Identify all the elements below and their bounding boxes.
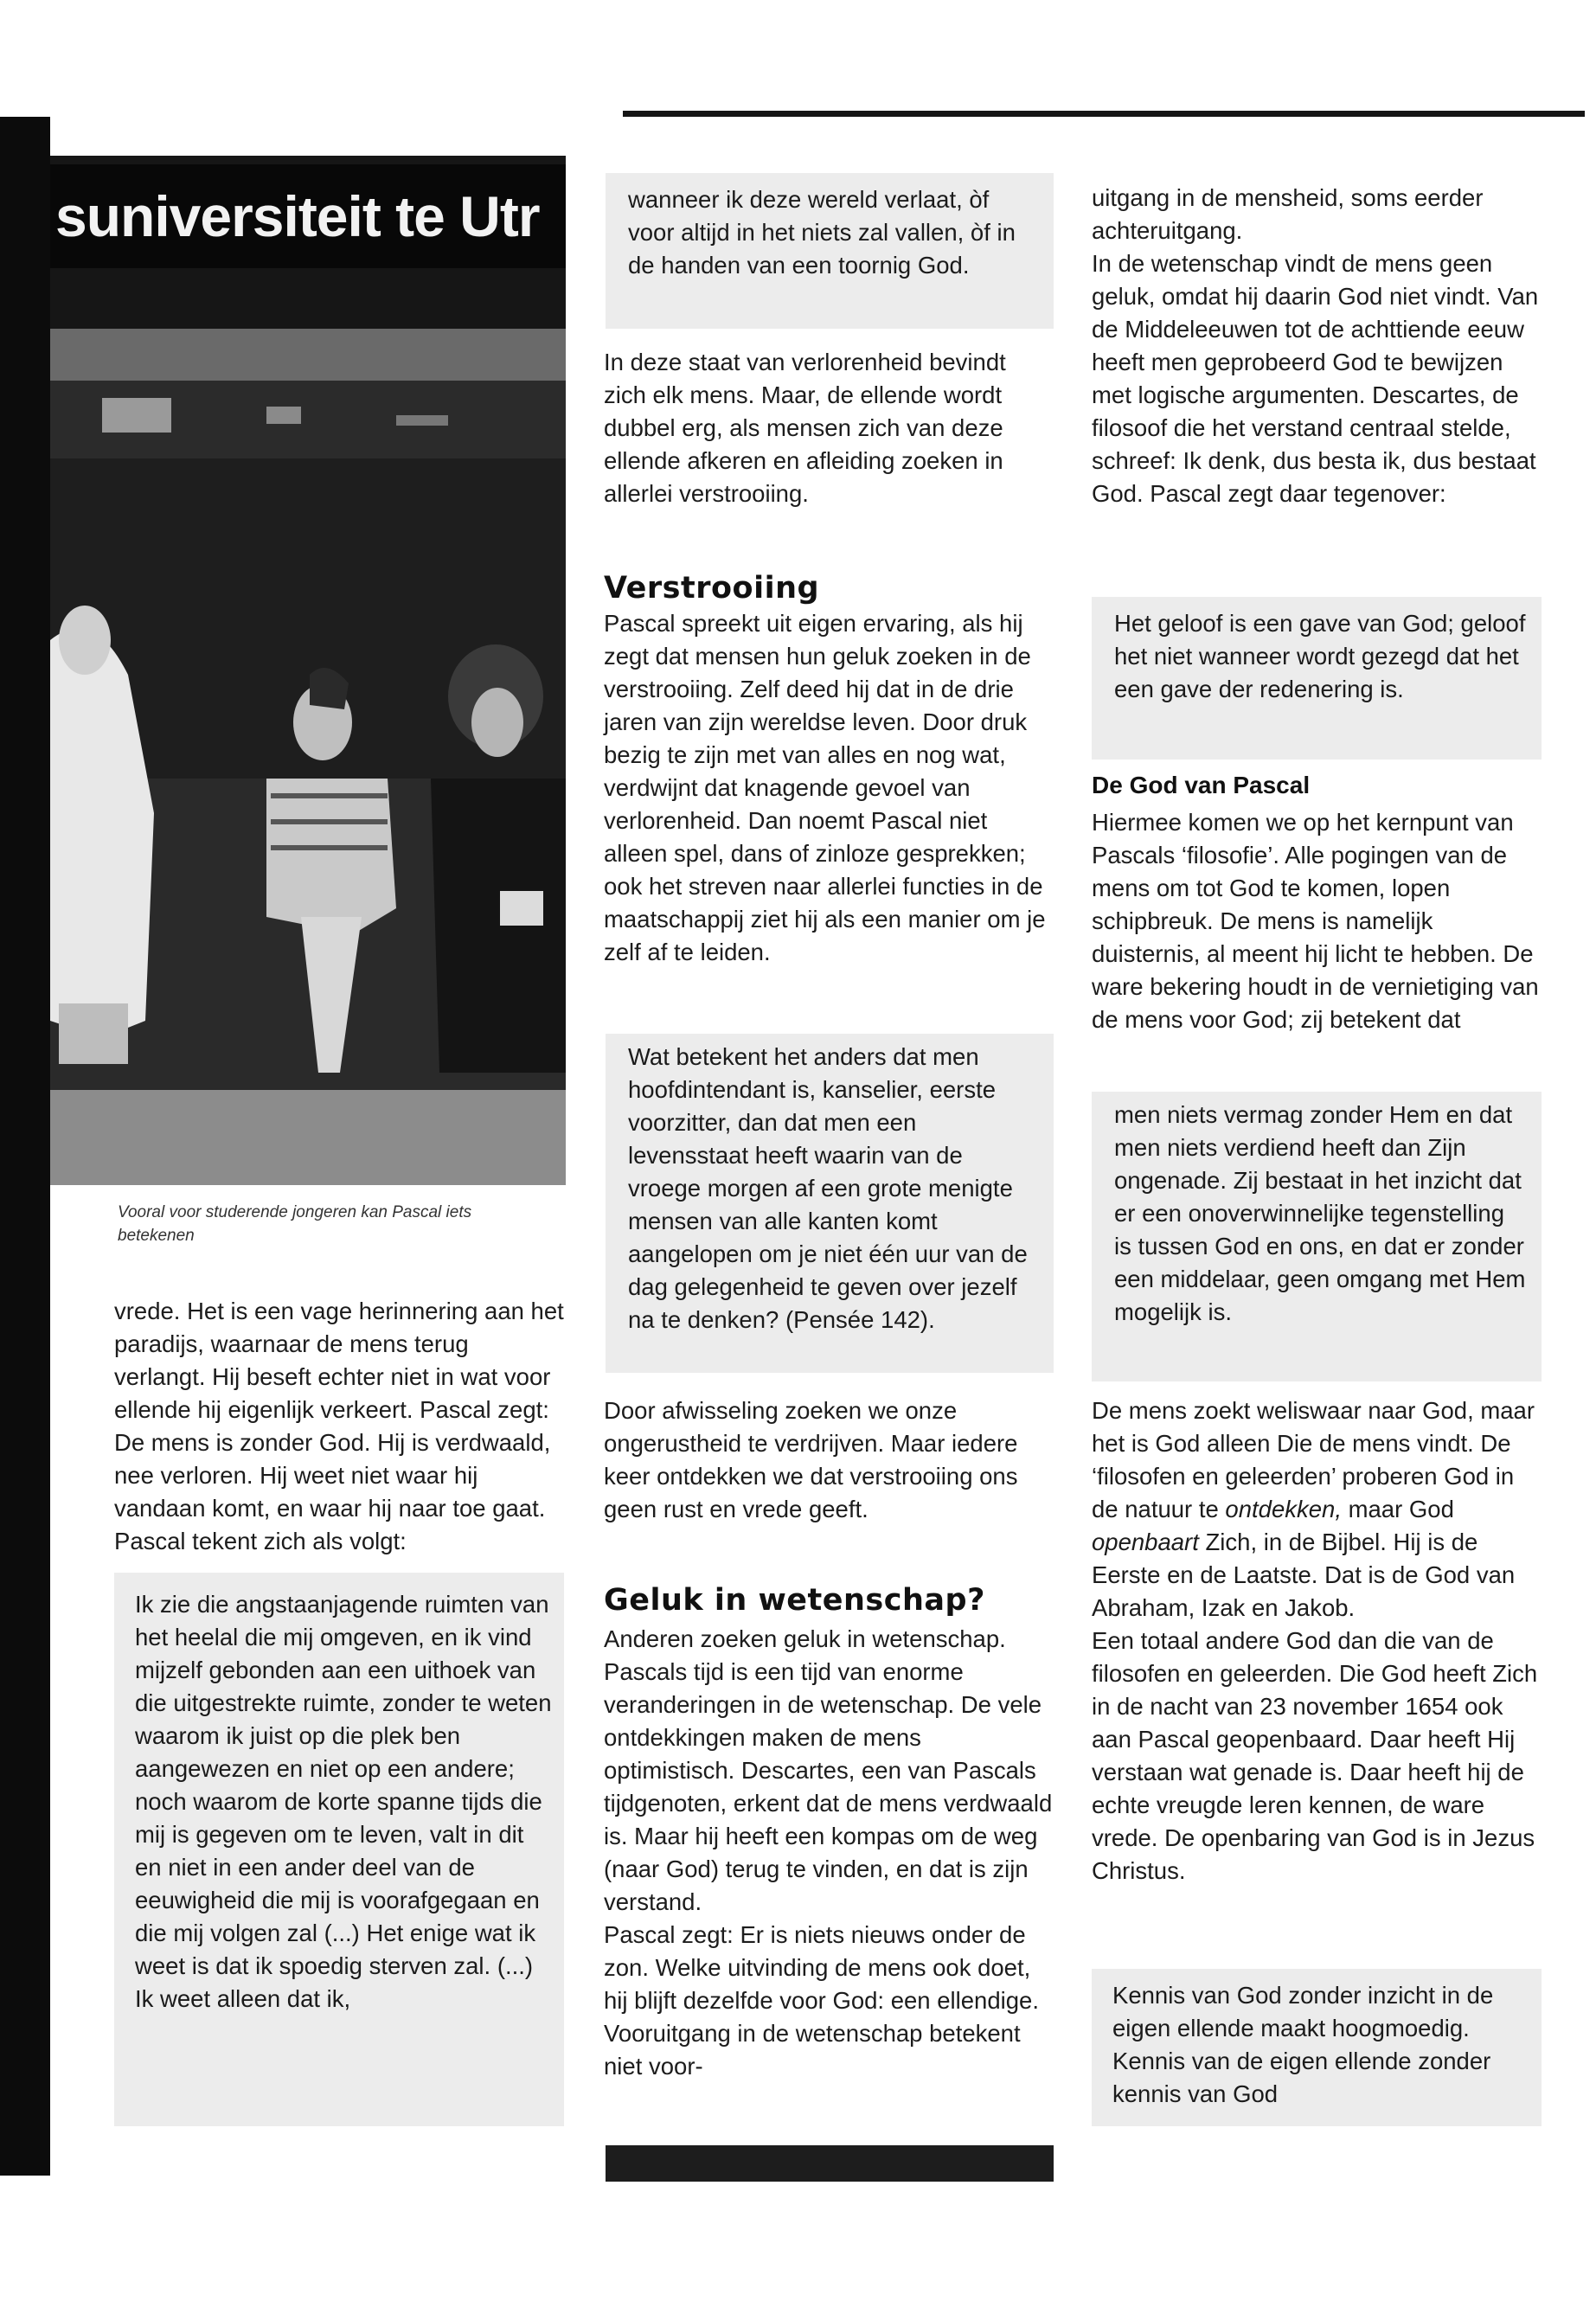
col3-para2: In de wetenschap vindt de mens geen geluk, omdat hij daarin God niet vindt. Van de Middeleeuwen tot de achttiende eeuw heeft men geprobeerd God te bewijzen met logische argumenten. Descartes, de filosoof die het verstand centraal stelde, schreef: Ik denk, dus besta ik, dus bestaat God. Pascal zegt daar tegenover: (1092, 250, 1539, 507)
col3-para4-c: Zich, in de Bijbel. Hij is de Eerste en de Laatste. Dat is de God van Abraham, Izak en Jakob. (1092, 1529, 1516, 1621)
col3-para5: Een totaal andere God dan die van de filosofen en geleerden. Die God heeft Zich in de nacht van 23 november 1654 ook aan Pascal geopenbaard. Daar heeft Hij verstaan wat genade is. Daar heeft hij de echte vreugde leren kennen, de ware vrede. De openbaring van God is in Jezus Christus. (1092, 1627, 1538, 1884)
col3-para4-italic2: openbaart (1092, 1529, 1199, 1555)
col2-quote1-box (606, 173, 1054, 329)
col2-para3-block (604, 1394, 1054, 1526)
col3-para1: uitgang in de mensheid, soms eerder achteruitgang. (1092, 184, 1484, 244)
col2-para4: Anderen zoeken geluk in wetenschap. Pascals tijd is een tijd van enorme veranderingen in de wetenschap. De vele ontdekkingen maken de mens optimistisch. Descartes, een van Pascals tijdgenoten, erkent dat de mens verdwaald is. Maar hij heeft een kompas om de weg (naar God) terug te vinden, en dat is zijn verstand. (604, 1625, 1053, 1915)
top-rule (623, 111, 1585, 117)
col3-para3: Hiermee komen we op het kernpunt van Pascals ‘filosofie’. Alle pogingen van de mens om tot God te komen, lopen schipbreuk. De mens is namelijk duisternis, al meent hij licht te hebben. De ware bekering houdt in de vernietiging van de mens voor God; zij betekent dat (1092, 809, 1539, 1033)
col3-para4-block (1092, 1394, 1542, 1888)
col1-quote-box (114, 1573, 564, 2126)
col3-quote2: men niets vermag zonder Hem en dat men niets verdiend heeft dan Zijn ongenade. Zij bestaat in het inzicht dat er een onoverwinnelijke tegenstelling is tussen God en ons, en dat er zonder een middelaar, geen omgang met Hem mogelijk is. (1114, 1101, 1526, 1325)
col3-quote1: Het geloof is een gave van God; geloof het niet wanneer wordt gezegd dat het een gave der redenering is. (1114, 610, 1526, 702)
heading-verstrooiing: Verstrooiing (604, 571, 820, 606)
left-edge-bar (0, 117, 50, 2176)
heading-geluk-in-wetenschap: Geluk in wetenschap? (604, 1583, 985, 1618)
col3-para4-italic1: ontdekken, (1225, 1496, 1342, 1522)
subheading-de-god-van-pascal: De God van Pascal (1092, 772, 1311, 798)
col1-quote: Ik zie die angstaanjagende ruimten van het heelal die mij omgeven, en ik vind mijzelf gebonden aan een uithoek van die uitgestrekte ruimte, zonder te weten waarom ik juist op die plek ben aangewezen en niet op een andere; noch waarom de korte spanne tijds die mij is gegeven om te leven, valt in dit en niet in een ander deel van de eeuwigheid die mij is voorafgegaan en die mij volgen zal (...) Het enige wat ik weet is dat ik spoedig sterven zal. (...) Ik weet alleen dat ik, (135, 1591, 552, 2012)
students-photo (50, 156, 566, 1185)
col3-para4-a: De mens zoekt weliswaar naar God, maar het is God alleen Die de mens vindt. De ‘filosofen en geleerden’ proberen God in de natuur te (1092, 1397, 1535, 1522)
col2-para4-block (604, 1623, 1054, 2083)
col2-para2: Pascal spreekt uit eigen ervaring, als hij zegt dat mensen hun geluk zoeken in de verstrooiing. Zelf deed hij dat in de drie jaren van zijn wereldse leven. Door druk bezig te zijn met van alles en nog wat, verdwijnt dat knagende gevoel van verlorenheid. Dan noemt Pascal niet alleen spel, dans of zinloze gesprekken; ook het streven naar allerlei functies in de maatschappij ziet hij als een manier om je zelf af te leiden. (604, 610, 1046, 965)
col1-paragraph (114, 1295, 564, 1558)
col3-para3-block (1092, 806, 1542, 1036)
bottom-bar (606, 2145, 1054, 2182)
photo (50, 156, 566, 1185)
col2-quote1: wanneer ik deze wereld verlaat, òf voor altijd in het niets zal vallen, òf in de handen van een toornig God. (628, 186, 1016, 279)
col3-quote2-box (1092, 1092, 1542, 1381)
sign-text: suniversiteit te Utr (55, 184, 540, 248)
col3-para4 (1092, 1394, 1542, 1625)
col2-para3: Door afwisseling zoeken we onze ongerustheid te verdrijven. Maar iedere keer ontdekken we dat verstrooiing ons geen rust en vrede geeft. (604, 1397, 1018, 1522)
col1-para1: vrede. Het is een vage herinnering aan het paradijs, waarnaar de mens terug verlangt. Hij beseft echter niet in wat voor ellende hij eigenlijk verkeert. Pascal zegt: De mens is zonder God. Hij is verdwaald, nee verloren. Hij weet niet waar hij vandaan komt, en waar hij naar toe gaat. Pascal tekent zich als volgt: (114, 1298, 564, 1554)
building-sign (50, 164, 566, 268)
col2-para5: Pascal zegt: Er is niets nieuws onder de zon. Welke uitvinding de mens ook doet, hij blijft dezelfde voor God: een ellendige. Vooruitgang in de wetenschap betekent niet voor- (604, 1921, 1039, 2080)
col3-para1-block (1092, 182, 1542, 510)
col2-quote2: Wat betekent het anders dat men hoofdintendant is, kanselier, eerste voorzitter, dan dat men een levensstaat heeft waarin van de vroege morgen af een grote menigte mensen van alle kanten komt aangelopen om je niet één uur van de dag gelegenheid te geven over jezelf na te denken? (Pensée 142). (628, 1043, 1028, 1333)
col3-quote3-box (1092, 1969, 1542, 2126)
col3-quote1-box (1092, 597, 1542, 760)
col2-para1: In deze staat van verlorenheid bevindt zich elk mens. Maar, de ellende wordt dubbel erg, als mensen zich van deze ellende afkeren en afleiding zoeken in allerlei verstrooiing. (604, 349, 1006, 507)
col2-quote2-box (606, 1034, 1054, 1373)
col2-para1-block (604, 346, 1054, 510)
col3-para4-b: maar God (1341, 1496, 1454, 1522)
col3-quote3: Kennis van God zonder inzicht in de eigen ellende maakt hoogmoedig. Kennis van de eigen ellende zonder kennis van God (1112, 1982, 1494, 2107)
photo-caption: Vooral voor studerende jongeren kan Pascal iets betekenen (118, 1203, 472, 1245)
col2-para2-block (604, 607, 1054, 969)
